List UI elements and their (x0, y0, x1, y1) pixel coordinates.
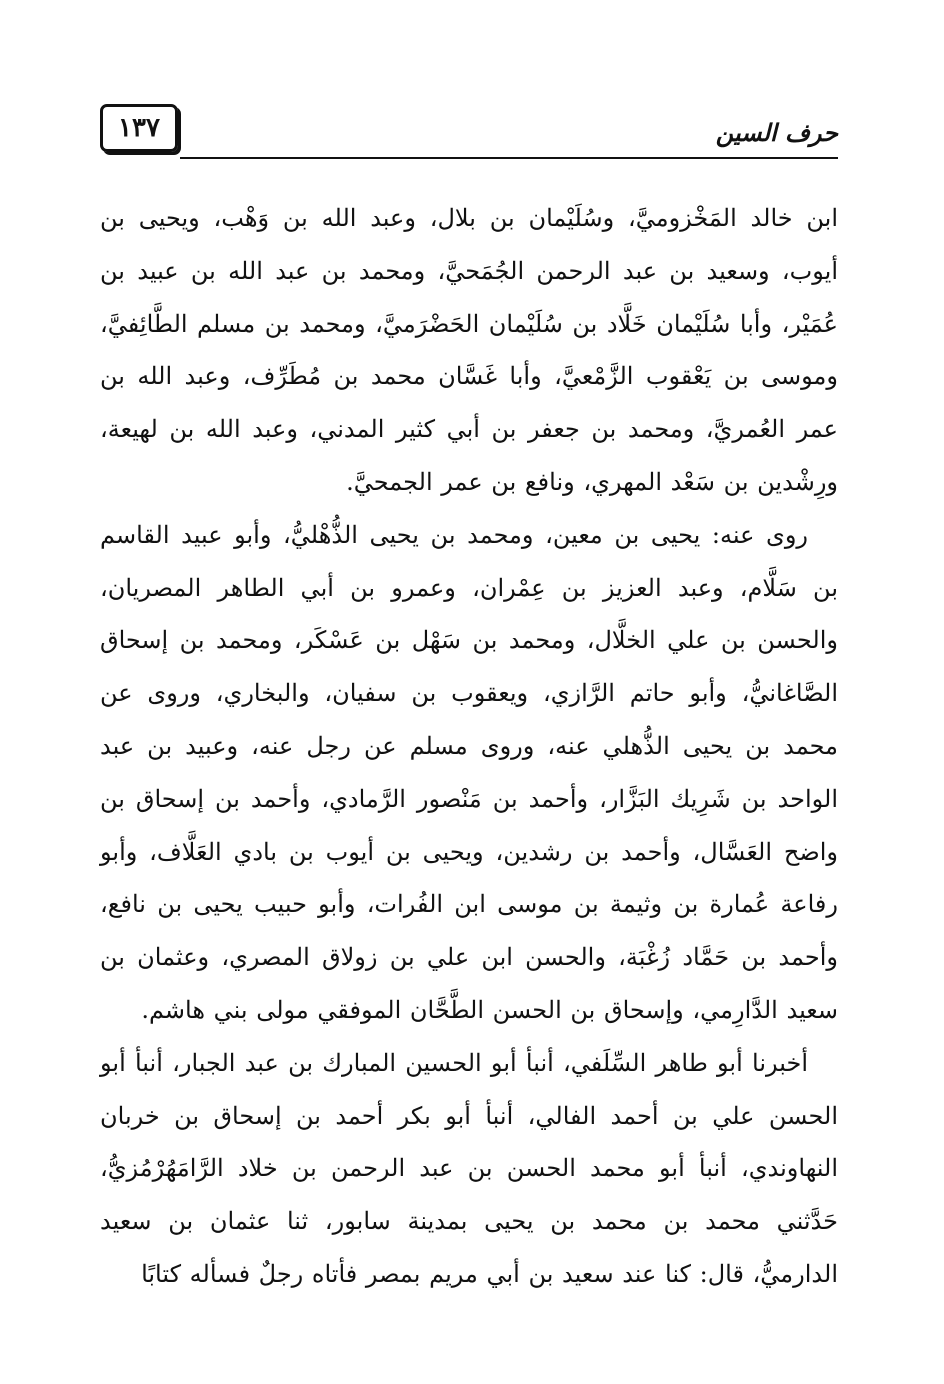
running-title: حرف السين (715, 118, 838, 147)
page-number: ١٣٧ (100, 104, 178, 152)
header-rule (180, 157, 838, 159)
page-header (100, 104, 838, 160)
paragraph-narrators: روى عنه: يحيى بن معين، ومحمد بن يحيى الذُّهْليُّ، وأبو عبيد القاسم بن سَلَّام، وعبد العزيز بن عِمْران، وعمرو بن أبي الطاهر المصريان، والحسن بن علي الخلَّال، ومحمد بن سَهْل بن عَسْكَر، ومحمد بن إسحاق الصَّاغانيُّ، وأبو حاتم الرَّازي، ويعقوب بن سفيان، والبخاري، وروى عن محمد بن يحيى الذُّهلي عنه، وروى مسلم عن رجل عنه، وعبيد بن عبد الواحد بن شَرِيك البَزَّار، وأحمد بن مَنْصور الرَّمادي، وأحمد بن إسحاق بن واضح العَسَّال، وأحمد بن رشدين، ويحيى بن أيوب بن بادي العَلَّاف، وأبو رفاعة عُمارة بن وثيمة بن موسى ابن الفُرات، وأبو حبيب يحيى بن نافع، وأحمد بن حَمَّاد زُغْبَة، والحسن ابن علي بن زولاق المصري، وعثمان بن سعيد الدَّارِمي، وإسحاق بن الحسن الطَّحَّان الموفقي مولى بني هاشم. (100, 520, 838, 1024)
paragraph-teachers: ابن خالد المَخْزوميَّ، وسُلَيْمان بن بلال، وعبد الله بن وَهْب، ويحيى بن أيوب، وسعيد بن عبد الرحمن الجُمَحيَّ، ومحمد بن عبد الله بن عبيد بن عُمَيْر، وأبا سُلَيْمان خَلَّاد بن سُلَيْمان الحَضْرَميَّ، ومحمد بن مسلم الطَّائِفيَّ، وموسى بن يَعْقوب الزَّمْعيَّ، وأبا غَسَّان محمد بن مُطَرِّف، وعبد الله بن عمر العُمريَّ، ومحمد بن جعفر بن أبي كثير المدني، وعبد الله بن لهيعة، ورِشْدين بن سَعْد المهري، ونافع بن عمر الجمحيَّ. (100, 204, 839, 496)
body-text (100, 192, 838, 1301)
paragraph-isnad: أخبرنا أبو طاهر السِّلَفي، أنبأ أبو الحسين المبارك بن عبد الجبار، أنبأ أبو الحسن علي بن أحمد الفالي، أنبأ أبو بكر أحمد بن إسحاق بن خربان النهاوندي، أنبأ أبو محمد الحسن بن عبد الرحمن بن خلاد الرَّامَهُرْمُزيُّ، حَدَّثني محمد بن محمد بن يحيى بمدينة سابور، ثنا عثمان بن سعيد الدارميُّ، قال: كنا عند سعيد بن أبي مريم بمصر فأتاه رجلٌ فسأله كتابًا (100, 1048, 838, 1288)
